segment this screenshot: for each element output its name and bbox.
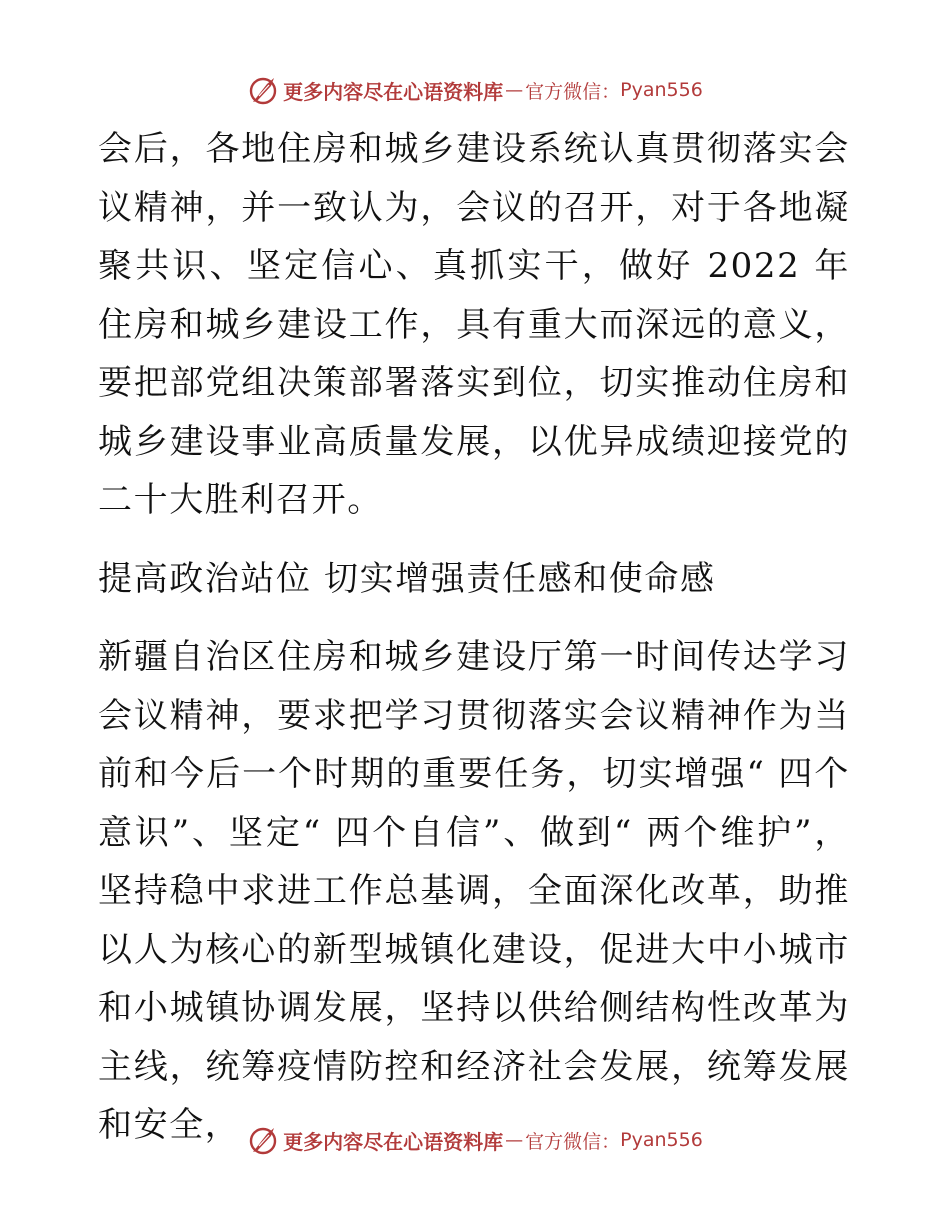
header-official-label: 官方微信： [525, 80, 621, 103]
header-wechat-id: Pyan556 [620, 79, 703, 101]
header-site-name: 更多内容尽在心语资料库 [283, 79, 504, 104]
footer-dash: — [505, 1129, 524, 1151]
document-body [98, 120, 850, 1155]
section-heading: 提高政治站位 切实增强责任感和使命感 [98, 558, 716, 599]
paragraph-2: 新疆自治区住房和城乡建设厅第一时间传达学习会议精神，要求把学习贯彻落实会议精神作为当前和今后一个时期的重要任务，切实增强“ 四个意识”、坚定“ 四个自信”、做到“ 两个维护”，坚持稳中求进工作总基调，全面深化改革，助推以人为核心的新型城镇化建设，促进大中小城市和小城镇协调发展，坚持以供给侧结构性改革为主线，统筹疫情防控和经济社会发展，统筹发展和安全， [98, 637, 850, 1145]
paragraph-1: 会后，各地住房和城乡建设系统认真贯彻落实会议精神，并一致认为，会议的召开，对于各地凝聚共识、坚定信心、真抓实干，做好 2022 年住房和城乡建设工作，具有重大而深远的意义，要把部党组决策部署落实到位，切实推动住房和城乡建设事业高质量发展，以优异成绩迎接党的二十大胜利召开。 [98, 129, 850, 520]
header-banner [0, 70, 950, 110]
footer-official-label: 官方微信： [525, 1130, 621, 1153]
quill-logo-icon [247, 74, 279, 106]
quill-logo-icon [247, 1124, 279, 1156]
footer-wechat-id: Pyan556 [620, 1129, 703, 1151]
footer-banner [0, 1120, 950, 1160]
footer-site-name: 更多内容尽在心语资料库 [283, 1129, 504, 1154]
header-dash: — [505, 79, 524, 101]
